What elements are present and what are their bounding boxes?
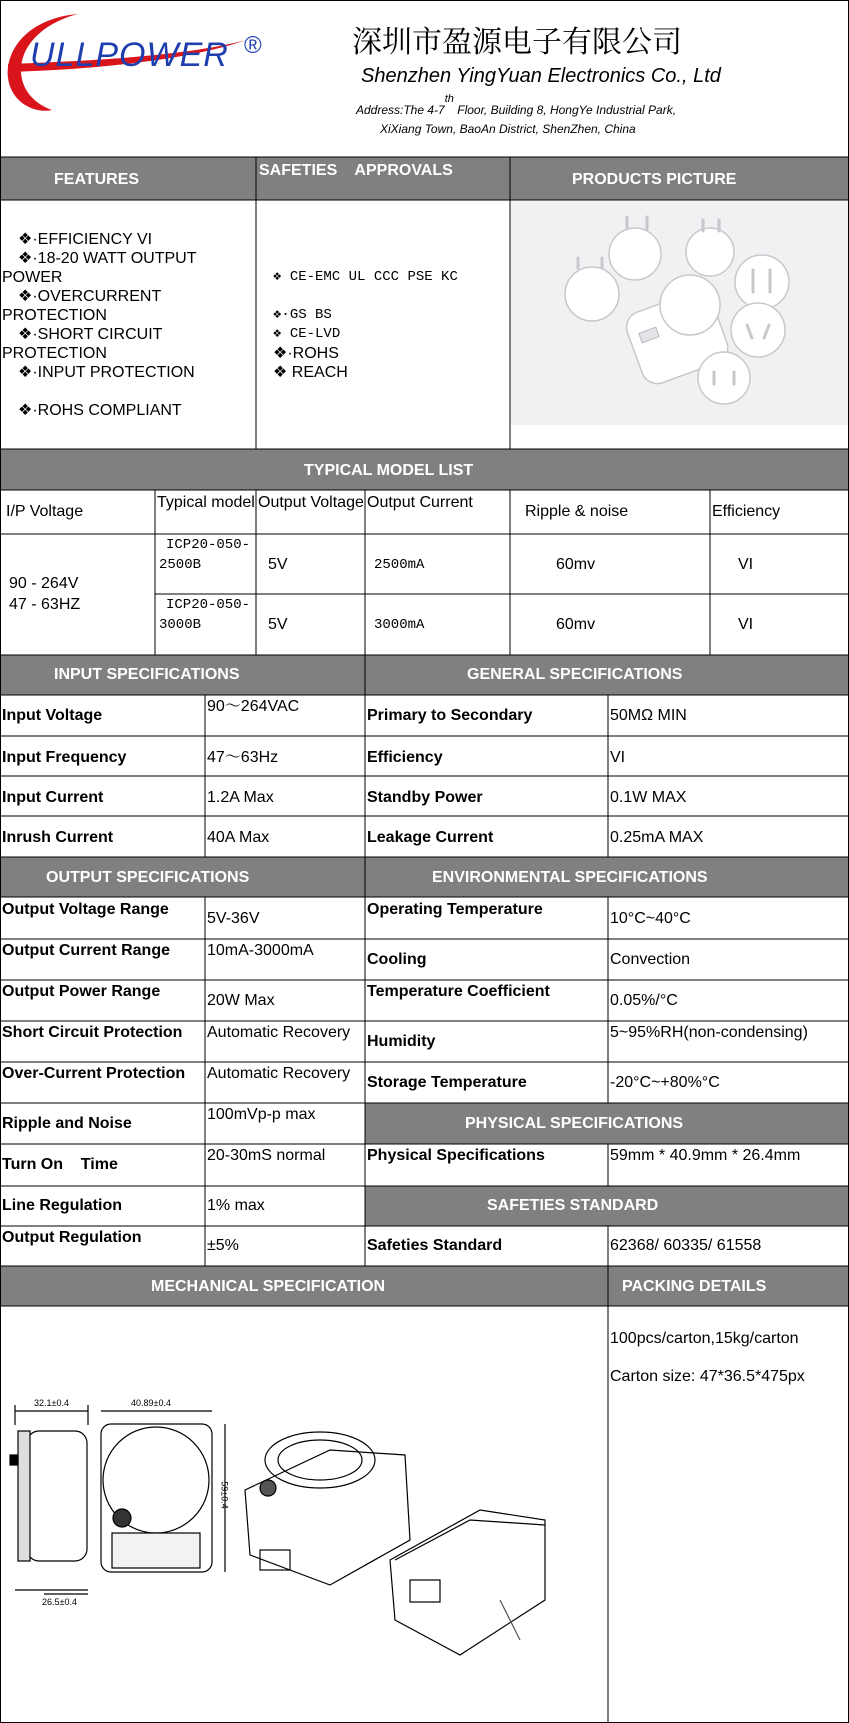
logo-text: ULLPOWER [30, 36, 229, 74]
safeties-standard-title: SAFETIES STANDARD [487, 1197, 659, 1214]
storage-temp-value: -20°C~+80%°C [610, 1074, 720, 1091]
operating-temp-value: 10°C~40°C [610, 910, 691, 927]
model-2-current: 3000mA [374, 617, 425, 633]
company-name-en: Shenzhen YingYuan Electronics Co., Ltd [361, 65, 721, 87]
model-2-voltage: 5V [268, 616, 288, 633]
operating-temp-label: Operating Temperature [367, 901, 543, 918]
feature-short-circuit-cont: PROTECTION [2, 345, 107, 362]
model-list-title: TYPICAL MODEL LIST [304, 462, 474, 479]
turn-on-time-value: 20-30mS normal [207, 1147, 326, 1164]
product-picture [511, 201, 848, 425]
safeties-standard-value: 62368/ 60335/ 61558 [610, 1237, 762, 1254]
output-specs-title: OUTPUT SPECIFICATIONS [46, 869, 250, 886]
col-output-current: Output Current [367, 494, 473, 511]
inrush-current-label: Inrush Current [2, 829, 114, 846]
input-current-label: Input Current [2, 789, 104, 806]
dim-height-label: 59±0.4 [219, 1481, 230, 1509]
inrush-current-value: 40A Max [207, 829, 270, 846]
feature-overcurrent-cont: PROTECTION [2, 307, 107, 324]
mechanical-drawing [10, 1405, 545, 1655]
turn-on-time-label: Turn On Time [2, 1156, 118, 1173]
model-1-efficiency: VI [738, 556, 754, 573]
model-2-line1: ICP20-050- [166, 597, 251, 613]
standby-power-label: Standby Power [367, 789, 483, 806]
model-1-line2: 2500B [159, 557, 202, 573]
output-current-range-label: Output Current Range [2, 942, 170, 959]
mechanical-title: MECHANICAL SPECIFICATION [151, 1278, 386, 1295]
output-voltage-range-value: 5V-36V [207, 910, 260, 927]
packing-line1: 100pcs/carton,15kg/carton [610, 1330, 799, 1347]
output-power-range-value: 20W Max [207, 992, 275, 1009]
physical-specs-label: Physical Specifications [367, 1147, 545, 1164]
ripple-noise-value: 100mVp-p max [207, 1106, 316, 1123]
short-circuit-value: Automatic Recovery [207, 1024, 351, 1041]
feature-output-power: ❖·18-20 WATT OUTPUT [18, 250, 197, 267]
col-typical-model: Typical model [157, 494, 255, 511]
col-ip-voltage: I/P Voltage [6, 503, 84, 520]
approval-reach: ❖ REACH [273, 364, 348, 381]
model-1-voltage: 5V [268, 556, 288, 573]
logo-registered-mark: ® [244, 32, 262, 59]
plug-uk-icon [686, 228, 734, 276]
env-specs-title: ENVIRONMENTAL SPECIFICATIONS [432, 869, 708, 886]
temp-coefficient-label: Temperature Coefficient [367, 983, 550, 1000]
dim-width-label: 40.89±0.4 [131, 1398, 171, 1408]
address-sup: th [444, 93, 454, 105]
address-line1 [355, 93, 676, 117]
over-current-value: Automatic Recovery [207, 1065, 351, 1082]
humidity-value: 5~95%RH(non-condensing) [610, 1024, 808, 1041]
ripple-noise-label: Ripple and Noise [2, 1115, 132, 1132]
col-ripple-noise: Ripple & noise [525, 503, 629, 520]
input-voltage-label: Input Voltage [2, 707, 103, 724]
physical-specs-value: 59mm * 40.9mm * 26.4mm [610, 1147, 801, 1164]
plug-us-icon [735, 255, 789, 309]
input-frequency-value: 47～63Hz [207, 749, 279, 766]
temp-coefficient-value: 0.05%/°C [610, 992, 678, 1009]
storage-temp-label: Storage Temperature [367, 1074, 527, 1091]
model-1-line1: ICP20-050- [166, 537, 251, 553]
safeties-standard-label: Safeties Standard [367, 1237, 503, 1254]
products-picture-title: PRODUCTS PICTURE [572, 171, 737, 188]
features-title: FEATURES [54, 171, 140, 188]
primary-secondary-label: Primary to Secondary [367, 707, 533, 724]
approval-rohs: ❖·ROHS [273, 345, 339, 362]
adapter-socket-icon [660, 275, 720, 335]
feature-input-protection: ❖·INPUT PROTECTION [18, 364, 195, 381]
line-regulation-value: 1% max [207, 1197, 265, 1214]
leakage-current-label: Leakage Current [367, 829, 494, 846]
approval-ce-emc: ❖ CE-EMC UL CCC PSE KC [273, 269, 458, 285]
primary-secondary-value: 50MΩ MIN [610, 707, 687, 724]
standby-power-value: 0.1W MAX [610, 789, 687, 806]
approval-gs-bs: ❖·GS BS [273, 307, 332, 323]
feature-efficiency: ❖·EFFICIENCY VI [18, 231, 153, 248]
model-2-efficiency: VI [738, 616, 754, 633]
model-1-current: 2500mA [374, 557, 425, 573]
feature-overcurrent: ❖·OVERCURRENT [18, 288, 162, 305]
feature-short-circuit: ❖·SHORT CIRCUIT [18, 326, 163, 343]
feature-rohs: ❖·ROHS COMPLIANT [18, 402, 182, 419]
col-output-voltage: Output Voltage [258, 494, 364, 511]
output-current-range-value: 10mA-3000mA [207, 942, 314, 959]
dim-bottom-label: 26.5±0.4 [42, 1597, 77, 1607]
packing-title: PACKING DETAILS [622, 1278, 767, 1295]
feature-output-power-cont: POWER [2, 269, 63, 286]
plug-au-icon [731, 303, 785, 357]
line-regulation-label: Line Regulation [2, 1197, 122, 1214]
safeties-approvals-title: SAFETIES APPROVALS [259, 162, 453, 179]
address-rest: Floor, Building 8, HongYe Industrial Park, [453, 103, 677, 117]
model-2-ripple: 60mv [556, 616, 596, 633]
short-circuit-label: Short Circuit Protection [2, 1024, 183, 1041]
efficiency-value: VI [610, 749, 626, 766]
approval-ce-lvd: ❖ CE-LVD [273, 326, 341, 342]
col-efficiency: Efficiency [712, 503, 781, 520]
ip-voltage-range: 90 - 264V [9, 575, 79, 592]
ip-frequency-range: 47 - 63HZ [9, 596, 81, 613]
input-specs-title: INPUT SPECIFICATIONS [54, 666, 240, 683]
address-prefix: Address:The 4-7 [356, 103, 445, 117]
leakage-current-value: 0.25mA MAX [610, 829, 704, 846]
plug-eu2-icon [609, 228, 661, 280]
plug-kr-icon [698, 352, 750, 404]
address-line2: XiXiang Town, BaoAn District, ShenZhen, China [380, 122, 636, 136]
packing-line2: Carton size: 47*36.5*475px [610, 1368, 805, 1385]
physical-specs-title: PHYSICAL SPECIFICATIONS [465, 1115, 684, 1132]
output-power-range-label: Output Power Range [2, 983, 161, 1000]
cooling-label: Cooling [367, 951, 427, 968]
input-voltage-value: 90～264VAC [207, 698, 300, 715]
output-regulation-value: ±5% [207, 1237, 239, 1254]
cooling-value: Convection [610, 951, 691, 968]
general-specs-title: GENERAL SPECIFICATIONS [467, 666, 683, 683]
model-1-ripple: 60mv [556, 556, 596, 573]
efficiency-label: Efficiency [367, 749, 443, 766]
output-regulation-label: Output Regulation [2, 1229, 142, 1246]
humidity-label: Humidity [367, 1033, 436, 1050]
model-2-line2: 3000B [159, 617, 202, 633]
over-current-label: Over-Current Protection [2, 1065, 186, 1082]
output-voltage-range-label: Output Voltage Range [2, 901, 169, 918]
input-current-value: 1.2A Max [207, 789, 274, 806]
company-header [8, 14, 722, 136]
dim-depth-label: 32.1±0.4 [34, 1398, 69, 1408]
company-name-cn: 深圳市盈源电子有限公司 [352, 25, 682, 60]
plug-eu-icon [565, 267, 619, 321]
input-frequency-label: Input Frequency [2, 749, 127, 766]
